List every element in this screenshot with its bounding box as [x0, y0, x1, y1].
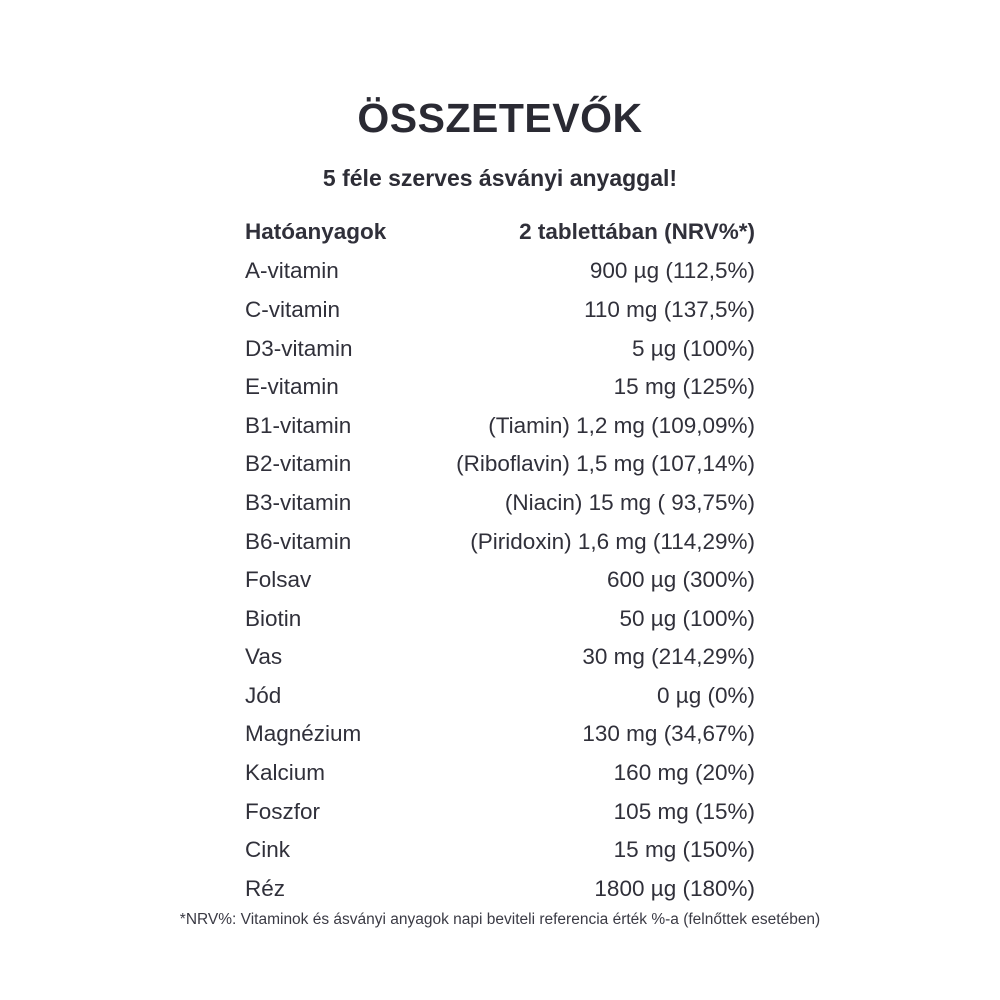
ingredient-value: 1800 µg (180%) — [594, 875, 755, 901]
ingredient-value: 5 µg (100%) — [631, 335, 755, 361]
ingredient-label: Magnézium — [245, 721, 362, 747]
table-row — [245, 599, 755, 638]
ingredient-label: B3-vitamin — [245, 489, 352, 515]
table-row — [245, 329, 755, 368]
table-body — [245, 252, 755, 908]
table-row — [245, 754, 755, 793]
ingredient-value: 160 mg (20%) — [613, 760, 755, 786]
ingredient-label: B2-vitamin — [245, 451, 352, 477]
ingredient-value: 30 mg (214,29%) — [582, 644, 755, 670]
ingredient-label: B1-vitamin — [245, 412, 352, 438]
ingredient-value: 110 mg (137,5%) — [584, 296, 755, 322]
ingredient-value: 50 µg (100%) — [619, 605, 755, 631]
ingredient-label: C-vitamin — [245, 296, 341, 322]
footnote: *NRV%: Vitaminok és ásványi anyagok napi beviteli referencia érték %-a (felnőttek esetében) — [179, 911, 821, 928]
ingredient-label: Réz — [245, 875, 286, 901]
ingredient-label: B6-vitamin — [245, 528, 352, 554]
ingredient-value: (Riboflavin) 1,5 mg (107,14%) — [456, 451, 755, 477]
table-row — [245, 368, 755, 407]
table-header — [245, 212, 755, 252]
ingredient-label: A-vitamin — [245, 258, 339, 284]
ingredient-value: 15 mg (150%) — [613, 837, 755, 863]
ingredient-label: E-vitamin — [245, 374, 339, 400]
table-row — [245, 638, 755, 677]
ingredient-value: 600 µg (300%) — [606, 567, 755, 593]
ingredient-label: Kalcium — [245, 760, 326, 786]
ingredient-value: 130 mg (34,67%) — [582, 721, 755, 747]
ingredient-value: (Niacin) 15 mg ( 93,75%) — [504, 489, 755, 515]
page-title: ÖSSZETEVŐK — [357, 95, 643, 141]
ingredient-value: 15 mg (125%) — [613, 374, 755, 400]
table-row — [245, 445, 755, 484]
table-row — [245, 484, 755, 523]
ingredient-value: (Tiamin) 1,2 mg (109,09%) — [488, 412, 755, 438]
table-row — [245, 677, 755, 716]
table-row — [245, 252, 755, 291]
ingredient-value: 900 µg (112,5%) — [589, 258, 755, 284]
table-row — [245, 406, 755, 445]
table-row — [245, 831, 755, 870]
subtitle: 5 féle szerves ásványi anyaggal! — [322, 165, 678, 192]
ingredient-label: Folsav — [245, 567, 312, 593]
table-row — [245, 291, 755, 330]
ingredient-label: Jód — [245, 682, 282, 708]
table-row — [245, 522, 755, 561]
ingredient-label: Foszfor — [245, 798, 321, 824]
ingredient-value: (Piridoxin) 1,6 mg (114,29%) — [470, 528, 755, 554]
table-row — [245, 792, 755, 831]
table-row — [245, 870, 755, 909]
ingredient-label: Biotin — [245, 605, 302, 631]
table-row — [245, 715, 755, 754]
header-ingredients-label: Hatóanyagok — [245, 219, 387, 245]
table-row — [245, 561, 755, 600]
ingredient-value: 0 µg (0%) — [657, 682, 755, 708]
header-amount-label: 2 tablettában (NRV%*) — [519, 219, 755, 245]
ingredient-value: 105 mg (15%) — [613, 798, 755, 824]
ingredients-table — [245, 212, 755, 908]
ingredient-label: D3-vitamin — [245, 335, 353, 361]
ingredient-label: Vas — [245, 644, 283, 670]
ingredient-label: Cink — [245, 837, 291, 863]
